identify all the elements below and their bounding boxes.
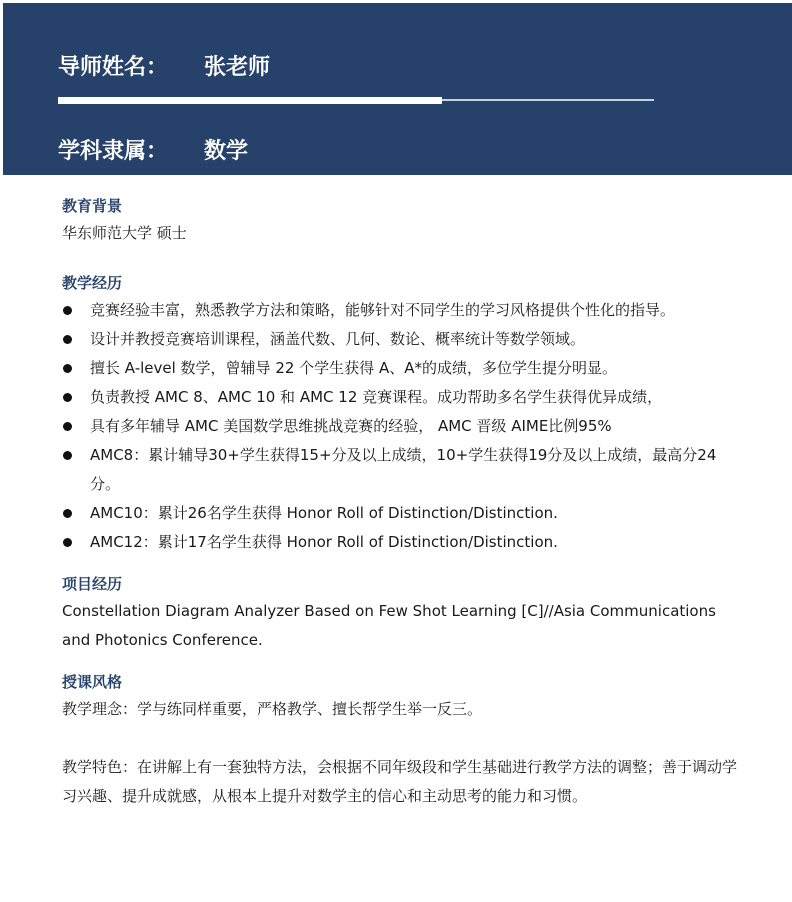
list-item bbox=[62, 499, 742, 528]
subject-value: 数学 bbox=[204, 139, 249, 164]
list-item bbox=[62, 412, 742, 441]
teaching-item-text: 竞赛经验丰富，熟悉教学方法和策略，能够针对不同学生的学习风格提供个性化的指导。 bbox=[90, 301, 676, 319]
teaching-item-text: AMC12：累计17名学生获得 Honor Roll of Distinction/Distinction. bbox=[90, 533, 558, 551]
teaching-item-text: 具有多年辅导 AMC 美国数学思维挑战竞赛的经验， AMC 晋级 AIME比例95% bbox=[90, 417, 612, 435]
projects-title: 项目经历 bbox=[62, 575, 123, 593]
teaching-style-title: 授课风格 bbox=[62, 673, 123, 691]
teaching-philosophy: 教学理念：学与练同样重要，严格教学、擅长帮学生举一反三。 bbox=[62, 700, 483, 718]
list-item bbox=[62, 296, 742, 325]
bullet-icon bbox=[63, 393, 72, 402]
education-section bbox=[62, 193, 742, 248]
list-item bbox=[62, 325, 742, 354]
subject-row bbox=[58, 134, 248, 165]
header-divider-thick bbox=[58, 97, 442, 104]
teaching-item-text: AMC10：累计26名学生获得 Honor Roll of Distinction/Distinction. bbox=[90, 504, 558, 522]
education-text: 华东师范大学 硕士 bbox=[62, 224, 187, 242]
subject-label: 学科隶属： bbox=[58, 139, 169, 164]
teaching-item-text: 擅长 A-level 数学，曾辅导 22 个学生获得 A、A*的成绩，多位学生提分明显。 bbox=[90, 359, 617, 377]
tutor-name-row bbox=[58, 50, 270, 81]
list-item bbox=[62, 528, 742, 557]
list-item bbox=[62, 383, 742, 412]
teaching-section bbox=[62, 270, 742, 557]
bullet-icon bbox=[63, 422, 72, 431]
bullet-icon bbox=[63, 509, 72, 518]
resume-content bbox=[62, 193, 742, 825]
teaching-title: 教学经历 bbox=[62, 274, 123, 292]
projects-section bbox=[62, 571, 742, 655]
teaching-item-text: AMC8：累计辅导30+学生获得15+分及以上成绩，10+学生获得19分及以上成绩，最高分24分。 bbox=[90, 446, 717, 493]
bullet-icon bbox=[63, 335, 72, 344]
bullet-icon bbox=[63, 538, 72, 547]
bullet-icon bbox=[63, 306, 72, 315]
teaching-list bbox=[62, 296, 742, 557]
teaching-features: 教学特色：在讲解上有一套独特方法，会根据不同年级段和学生基础进行教学方法的调整；善于调动学习兴趣、提升成就感，从根本上提升对数学主的信心和主动思考的能力和习惯。 bbox=[62, 758, 738, 805]
list-item bbox=[62, 354, 742, 383]
tutor-name-label: 导师姓名： bbox=[58, 55, 169, 80]
bullet-icon bbox=[63, 364, 72, 373]
teaching-style-section bbox=[62, 669, 742, 811]
bullet-icon bbox=[63, 451, 72, 460]
teaching-item-text: 设计并教授竞赛培训课程，涵盖代数、几何、数论、概率统计等数学领域。 bbox=[90, 330, 586, 348]
tutor-name-value: 张老师 bbox=[204, 55, 271, 80]
projects-text: Constellation Diagram Analyzer Based on Few Shot Learning [C]//Asia Communications and Photonics Conference. bbox=[62, 602, 716, 649]
education-title: 教育背景 bbox=[62, 197, 123, 215]
header-divider-thin bbox=[442, 99, 654, 101]
list-item bbox=[62, 441, 742, 499]
teaching-item-text: 负责教授 AMC 8、AMC 10 和 AMC 12 竞赛课程。成功帮助多名学生获得优异成绩， bbox=[90, 388, 663, 406]
